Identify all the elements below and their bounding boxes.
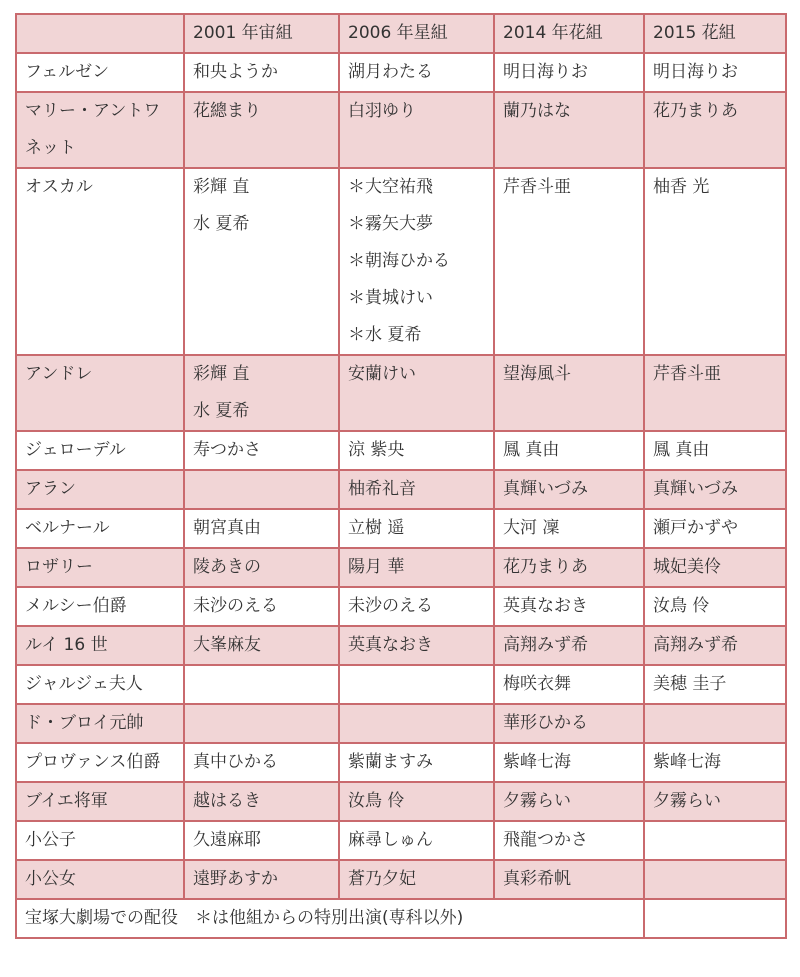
cast-name: 遠野あすか — [193, 869, 278, 889]
table-row — [16, 53, 786, 92]
cast-name: 朝宮真由 — [193, 518, 261, 538]
cast-name: 明日海りお — [653, 62, 738, 82]
cast-cell — [184, 92, 339, 168]
table-row — [16, 92, 786, 168]
cast-name: 真輝いづみ — [503, 479, 588, 499]
cast-cell — [644, 548, 786, 587]
cast-name: ＊朝海ひかる — [348, 251, 450, 271]
table-row — [16, 626, 786, 665]
cast-cell — [184, 860, 339, 899]
cast-cell — [494, 470, 644, 509]
cast-cell — [494, 509, 644, 548]
table-row — [16, 587, 786, 626]
cast-cell — [184, 355, 339, 431]
cast-cell — [644, 355, 786, 431]
cast-name: 芹香斗亜 — [503, 177, 571, 197]
cast-name: 汝鳥 伶 — [653, 596, 710, 616]
role-cell: アンドレ — [16, 355, 184, 431]
header-cell-2001-cosmos: 2001 年宙組 — [184, 14, 339, 53]
cast-cell — [494, 355, 644, 431]
cast-name: 陽月 華 — [348, 557, 405, 577]
cast-cell — [339, 587, 494, 626]
cast-name: ＊水 夏希 — [348, 325, 422, 345]
cast-cell — [184, 470, 339, 509]
cast-name: 鳳 真由 — [653, 440, 710, 460]
table-row — [16, 431, 786, 470]
cast-cell — [184, 431, 339, 470]
header-cell-2015-flower: 2015 花組 — [644, 14, 786, 53]
cast-cell — [494, 168, 644, 355]
role-cell: 小公女 — [16, 860, 184, 899]
cast-cell — [494, 821, 644, 860]
table-row — [16, 355, 786, 431]
table-row — [16, 743, 786, 782]
cast-cell — [494, 548, 644, 587]
table-row — [16, 821, 786, 860]
cast-name: 和央ようか — [193, 62, 278, 82]
table-row — [16, 548, 786, 587]
cast-cell — [339, 92, 494, 168]
cast-name: 真輝いづみ — [653, 479, 738, 499]
cast-cell — [494, 92, 644, 168]
footnote-empty-cell — [644, 899, 786, 938]
cast-name: 陵あきの — [193, 557, 261, 577]
cast-name: 白羽ゆり — [348, 101, 416, 121]
cast-name: 寿つかさ — [193, 440, 261, 460]
cast-cell — [184, 509, 339, 548]
cast-name: 涼 紫央 — [348, 440, 405, 460]
header-cell-empty — [16, 14, 184, 53]
cast-name: 明日海りお — [503, 62, 588, 82]
cast-name: 蘭乃はな — [503, 101, 571, 121]
cast-name: 汝鳥 伶 — [348, 791, 405, 811]
cast-name: 英真なおき — [503, 596, 588, 616]
cast-name: ＊霧矢大夢 — [348, 214, 433, 234]
cast-name: 水 夏希 — [193, 214, 250, 234]
cast-cell — [644, 626, 786, 665]
cast-name: 越はるき — [193, 791, 261, 811]
cast-name: 未沙のえる — [348, 596, 433, 616]
table-row — [16, 860, 786, 899]
cast-cell — [339, 743, 494, 782]
cast-cell — [184, 821, 339, 860]
cast-name: 彩輝 直 — [193, 177, 250, 197]
cast-cell — [339, 509, 494, 548]
role-cell: 小公子 — [16, 821, 184, 860]
cast-name: 望海風斗 — [503, 364, 571, 384]
role-cell: ベルナール — [16, 509, 184, 548]
cast-cell — [644, 587, 786, 626]
cast-name: 柚希礼音 — [348, 479, 416, 499]
cast-name: 紫蘭ますみ — [348, 752, 433, 772]
cast-cell — [339, 782, 494, 821]
cast-name: 安蘭けい — [348, 364, 416, 384]
role-cell: マリー・アントワネット — [16, 92, 184, 168]
cast-name: 彩輝 直 — [193, 364, 250, 384]
cast-cell — [644, 821, 786, 860]
cast-cell — [644, 53, 786, 92]
cast-name: 花乃まりあ — [503, 557, 588, 577]
cast-cell — [644, 168, 786, 355]
cast-cell — [494, 665, 644, 704]
role-cell: ジャルジェ夫人 — [16, 665, 184, 704]
cast-name: 夕霧らい — [503, 791, 571, 811]
cast-cell — [339, 665, 494, 704]
cast-name: 高翔みず希 — [653, 635, 738, 655]
cast-cell — [184, 168, 339, 355]
cast-cell — [184, 626, 339, 665]
header-row — [16, 14, 786, 53]
cast-cell — [644, 704, 786, 743]
cast-name: 英真なおき — [348, 635, 433, 655]
cast-name: 大河 凜 — [503, 518, 560, 538]
cast-name: 芹香斗亜 — [653, 364, 721, 384]
cast-cell — [339, 470, 494, 509]
cast-name: 大峯麻友 — [193, 635, 261, 655]
cast-cell — [494, 782, 644, 821]
cast-name: 高翔みず希 — [503, 635, 588, 655]
cast-name: 美穂 圭子 — [653, 674, 727, 694]
role-cell: ロザリー — [16, 548, 184, 587]
cast-cell — [184, 743, 339, 782]
cast-cell — [644, 665, 786, 704]
cast-name: 湖月わたる — [348, 62, 433, 82]
table-row — [16, 168, 786, 355]
table-row — [16, 782, 786, 821]
cast-name: 真中ひかる — [193, 752, 278, 772]
cast-name: 未沙のえる — [193, 596, 278, 616]
cast-cell — [644, 743, 786, 782]
cast-cell — [644, 860, 786, 899]
role-cell: フェルゼン — [16, 53, 184, 92]
cast-name: 華形ひかる — [503, 713, 588, 733]
cast-cell — [644, 470, 786, 509]
cast-cell — [184, 782, 339, 821]
role-cell: オスカル — [16, 168, 184, 355]
cast-name: 花總まり — [193, 101, 261, 121]
cast-cell — [494, 743, 644, 782]
role-cell: ジェローデル — [16, 431, 184, 470]
cast-name: 梅咲衣舞 — [503, 674, 571, 694]
role-cell: メルシー伯爵 — [16, 587, 184, 626]
cast-cell — [339, 821, 494, 860]
cast-cell — [339, 168, 494, 355]
table-row — [16, 509, 786, 548]
cast-cell — [339, 548, 494, 587]
cast-name: 柚香 光 — [653, 177, 710, 197]
role-cell: ルイ 16 世 — [16, 626, 184, 665]
cast-cell — [494, 626, 644, 665]
cast-name: ＊大空祐飛 — [348, 177, 433, 197]
cast-name: ＊貴城けい — [348, 288, 433, 308]
cast-name: 城妃美伶 — [653, 557, 721, 577]
cast-name: 麻尋しゅん — [348, 830, 433, 850]
table-row — [16, 704, 786, 743]
cast-cell — [184, 587, 339, 626]
cast-name: 紫峰七海 — [653, 752, 721, 772]
cast-cell — [494, 431, 644, 470]
header-cell-2006-star: 2006 年星組 — [339, 14, 494, 53]
cast-cell — [339, 53, 494, 92]
cast-cell — [494, 587, 644, 626]
cast-name: 飛龍つかさ — [503, 830, 588, 850]
cast-cell — [184, 665, 339, 704]
cast-cell — [339, 431, 494, 470]
footnote-text: 宝塚大劇場での配役 ＊は他組からの特別出演(専科以外) — [16, 899, 644, 938]
cast-cell — [494, 53, 644, 92]
cast-cell — [644, 92, 786, 168]
table-row — [16, 665, 786, 704]
cast-cell — [339, 355, 494, 431]
cast-name: 立樹 遥 — [348, 518, 405, 538]
cast-cell — [644, 509, 786, 548]
cast-name: 花乃まりあ — [653, 101, 738, 121]
cast-cell — [494, 860, 644, 899]
role-cell: アラン — [16, 470, 184, 509]
table-row — [16, 470, 786, 509]
cast-name: 水 夏希 — [193, 401, 250, 421]
cast-cell — [184, 704, 339, 743]
cast-comparison-table — [15, 13, 787, 939]
cast-name: 真彩希帆 — [503, 869, 571, 889]
cast-name: 鳳 真由 — [503, 440, 560, 460]
role-cell: ド・ブロイ元帥 — [16, 704, 184, 743]
cast-cell — [339, 704, 494, 743]
cast-name: 夕霧らい — [653, 791, 721, 811]
cast-cell — [339, 626, 494, 665]
cast-cell — [184, 53, 339, 92]
role-cell: プロヴァンス伯爵 — [16, 743, 184, 782]
cast-name: 蒼乃夕妃 — [348, 869, 416, 889]
cast-name: 瀬戸かずや — [653, 518, 738, 538]
cast-name: 紫峰七海 — [503, 752, 571, 772]
header-cell-2014-flower: 2014 年花組 — [494, 14, 644, 53]
cast-cell — [339, 860, 494, 899]
cast-cell — [644, 782, 786, 821]
footnote-row — [16, 899, 786, 938]
cast-cell — [184, 548, 339, 587]
cast-name: 久遠麻耶 — [193, 830, 261, 850]
cast-cell — [494, 704, 644, 743]
cast-cell — [644, 431, 786, 470]
role-cell: ブイエ将軍 — [16, 782, 184, 821]
